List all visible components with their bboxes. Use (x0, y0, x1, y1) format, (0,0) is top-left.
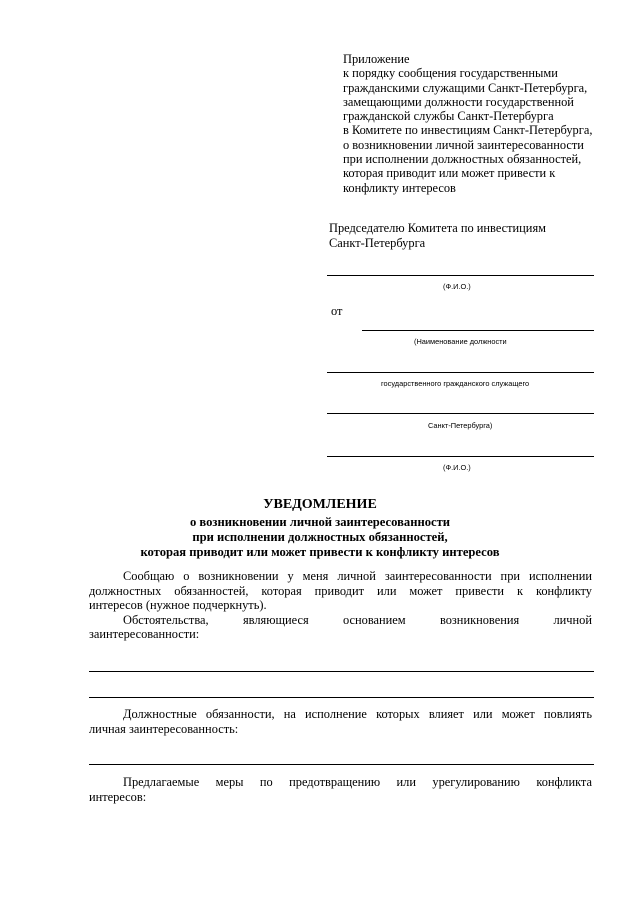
civil-servant-caption: государственного гражданского служащего (381, 379, 530, 388)
document-subtitle-3: которая приводит или может привести к конфликту интересов (140, 545, 500, 559)
appendix-line: о возникновении личной заинтересованности (343, 137, 584, 152)
document-title: УВЕДОМЛЕНИЕ (263, 497, 377, 512)
appendix-line: к порядку сообщения государственными (343, 66, 558, 81)
addressee-line-1: Председателю Комитета по инвестициям (329, 221, 546, 235)
appendix-line: конфликту интересов (343, 180, 456, 195)
appendix-line: при исполнении должностных обязанностей, (343, 152, 582, 167)
spb-field-line[interactable] (327, 413, 594, 414)
appendix-line: которая приводит или может привести к (343, 166, 556, 181)
civil-servant-field-line[interactable] (327, 372, 594, 373)
paragraph-line: Сообщаю о возникновении у меня личной заинтересованности при исполнении (123, 569, 592, 583)
circumstances-field-line-1[interactable] (89, 671, 594, 672)
paragraph-line: личная заинтересованность: (89, 721, 239, 736)
appendix-line: гражданской службы Санкт-Петербурга (343, 109, 554, 124)
paragraph-report (89, 569, 592, 642)
paragraph-line: должностных обязанностей, которая приводит или может привести к конфликту (89, 583, 592, 598)
circumstances-field-line-2[interactable] (89, 697, 594, 698)
paragraph-line: интересов (нужное подчеркнуть). (89, 598, 267, 613)
document-subtitle-1: о возникновении личной заинтересованности (189, 515, 451, 529)
fio-caption-2: (Ф.И.О.) (443, 463, 471, 472)
fio-caption: (Ф.И.О.) (443, 282, 471, 291)
appendix-block (343, 52, 628, 195)
paragraph-line: Должностные обязанности, на исполнение которых влияет или может повлиять (123, 707, 592, 721)
appendix-line: замещающими должности государственной (343, 94, 574, 109)
position-caption: (Наименование должности (414, 337, 507, 346)
paragraph-line: Предлагаемые меры по предотвращению или урегулированию конфликта (123, 775, 592, 789)
paragraph-line: заинтересованности: (89, 627, 200, 642)
paragraph-duties (89, 707, 592, 736)
appendix-line: гражданскими служащими Санкт-Петербурга, (343, 80, 588, 95)
appendix-line: Приложение (343, 52, 410, 66)
fio-field-line[interactable] (327, 275, 594, 276)
paragraph-line: интересов: (89, 789, 147, 804)
position-field-line[interactable] (362, 330, 594, 331)
paragraph-measures (89, 775, 592, 804)
appendix-line: в Комитете по инвестициям Санкт-Петербурга, (343, 123, 593, 138)
from-label: от (331, 304, 343, 318)
document-subtitle-2: при исполнении должностных обязанностей, (192, 530, 448, 544)
paragraph-line: Обстоятельства, являющиеся основанием возникновения личной (123, 612, 592, 627)
spb-caption: Санкт-Петербурга) (428, 421, 493, 430)
duties-field-line[interactable] (89, 764, 594, 765)
addressee-block (329, 221, 546, 251)
addressee-line-2: Санкт-Петербурга (329, 236, 426, 250)
fio-field-line-2[interactable] (327, 456, 594, 457)
